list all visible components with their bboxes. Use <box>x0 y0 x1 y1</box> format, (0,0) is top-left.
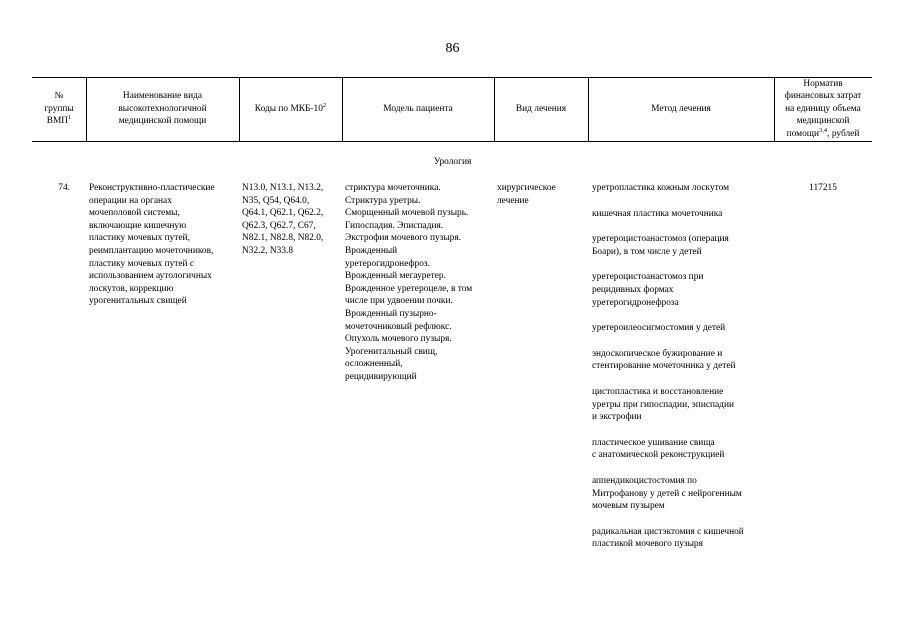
header-treatment-type: Вид лечения <box>515 103 567 114</box>
treatment-methods <box>592 182 774 564</box>
page-number: 86 <box>445 41 460 56</box>
row-number: 74. <box>58 183 70 193</box>
header-patient-model: Модель пациента <box>383 103 453 114</box>
section-title: Урология <box>433 157 472 167</box>
patient-model: стриктура мочеточника. Стриктура уретры. Сморщенный мочевой пузырь. Гипоспадия. Эписпадия. Экстрофия мочевого пузыря. Врожденный уретерогидронефроз. Врожденный мегауретер. Врожденное уретероцеле, в том числе при удвоении почки. Врожденный пузырно- мочеточниковый рефлюкс. Опухоль мочевого пузыря. Урогенитальный свищ, осложненный, рецидивирующий <box>345 183 473 382</box>
method-item: уретероилеосигмостомия у детей <box>592 323 726 334</box>
method-item: радикальная цистэктомия с кишечной пластикой мочевого пузыря <box>592 526 744 550</box>
method-item: кишечная пластика мочеточника <box>592 208 723 219</box>
icd-codes: N13.0, N13.1, N13.2, N35, Q54, Q64.0, Q64.1, Q62.1, Q62.2, Q62.3, Q62.7, C67, N82.1, N82.8, N82.0, N32.2, N33.8 <box>242 183 324 256</box>
header-bottom-border <box>32 141 872 142</box>
header-treatment-method: Метод лечения <box>651 103 711 114</box>
header-cost-standard: Норматив финансовых затрат на единицу объема медицинской помощи$^{3,4}$, рублей <box>784 78 862 139</box>
method-item: уретероцистоанастомоз (операция Боари), в том числе у детей <box>592 234 729 257</box>
care-type-name: Реконструктивно-пластические операции на органах мочеполовой системы, включающие кишечную пластику мочевых путей, реимплантацию мочеточников, пластику мочевых путей с использованием аутологичных лоскутов, коррекцию урогенитальных свищей <box>89 183 215 307</box>
header-care-type: Наименование вида высокотехнологичной медицинской помощи <box>118 91 207 127</box>
header-group-number: № группы ВМП$^1$ <box>44 91 74 127</box>
treatment-type: хирургическое лечение <box>497 183 556 206</box>
header-icd-codes: Коды по МКБ-$10^2$ <box>254 101 327 114</box>
cost-value: 117215 <box>809 183 837 193</box>
method-item: эндоскопическое бужирование и стентирование мочеточника у детей <box>592 348 736 372</box>
method-item: уретропластика кожным лоскутом <box>592 183 730 193</box>
method-item: уретероцистоанастомоз при рецидивных формах уретерогидронефроза <box>592 272 704 308</box>
method-item: цистопластика и восстановление уретры при гипоспадии, эписпадии и экстрофии <box>592 386 734 423</box>
method-item: аппендикоцистостомия по Митрофанову у детей с нейрогенным мочевым пузырем <box>592 475 742 512</box>
method-item: пластическое ушивание свища с анатомической реконструкцией <box>592 437 725 461</box>
